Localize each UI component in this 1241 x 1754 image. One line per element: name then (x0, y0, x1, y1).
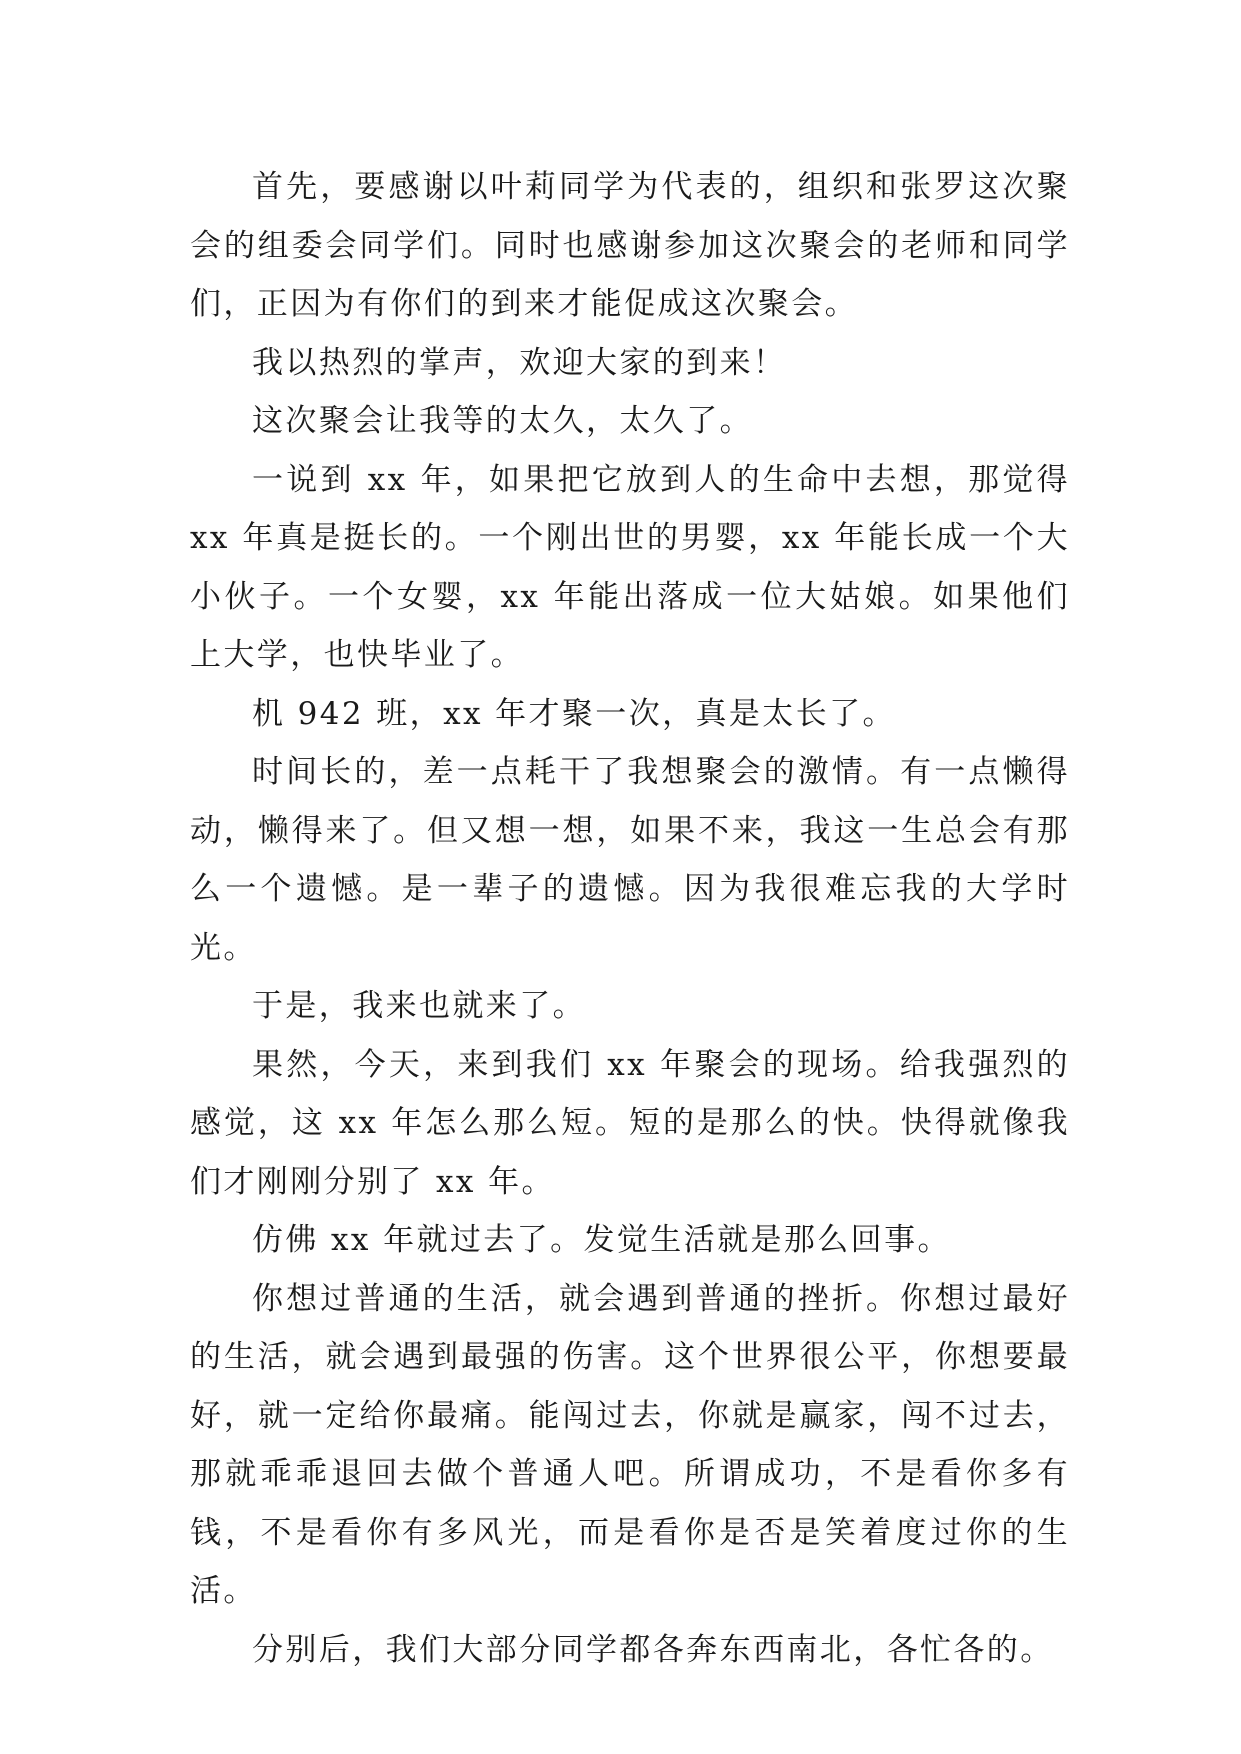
paragraph-5: 机 942 班，xx 年才聚一次，真是太长了。 (252, 695, 896, 732)
paragraph-3: 这次聚会让我等的太久，太久了。 (252, 403, 753, 439)
paragraph-8: 果然，今天，来到我们 xx 年聚会的现场。给我强烈的感觉，这 xx 年怎么那么短。短的是那么的快。快得就像我们才刚刚分别了 xx 年。 (190, 1046, 1070, 1200)
document-body (190, 158, 1070, 1679)
paragraph-4: 一说到 xx 年，如果把它放到人的生命中去想，那觉得 xx 年真是挺长的。一个刚出世的男婴，xx 年能长成一个大小伙子。一个女婴，xx 年能出落成一位大姑娘。如果他们上大学，也快毕业了。 (190, 461, 1070, 673)
paragraph-2: 我以热烈的掌声，欢迎大家的到来！ (252, 344, 787, 381)
paragraph-6: 时间长的，差一点耗干了我想聚会的激情。有一点懒得动，懒得来了。但又想一想，如果不来，我这一生总会有那么一个遗憾。是一辈子的遗憾。因为我很难忘我的大学时光。 (190, 754, 1070, 966)
paragraph-10: 你想过普通的生活，就会遇到普通的挫折。你想过最好的生活，就会遇到最强的伤害。这个世界很公平，你想要最好，就一定给你最痛。能闯过去，你就是赢家，闯不过去，那就乖乖退回去做个普通人吧。所谓成功，不是看你多有钱，不是看你有多风光，而是看你是否是笑着度过你的生活。 (190, 1280, 1070, 1609)
paragraph-7: 于是，我来也就来了。 (252, 988, 586, 1024)
paragraph-9: 仿佛 xx 年就过去了。发觉生活就是那么回事。 (252, 1222, 951, 1258)
paragraph-1: 首先，要感谢以叶莉同学为代表的，组织和张罗这次聚会的组委会同学们。同时也感谢参加这次聚会的老师和同学们，正因为有你们的到来才能促成这次聚会。 (190, 169, 1070, 322)
paragraph-11: 分别后，我们大部分同学都各奔东西南北，各忙各的。 (252, 1631, 1054, 1668)
